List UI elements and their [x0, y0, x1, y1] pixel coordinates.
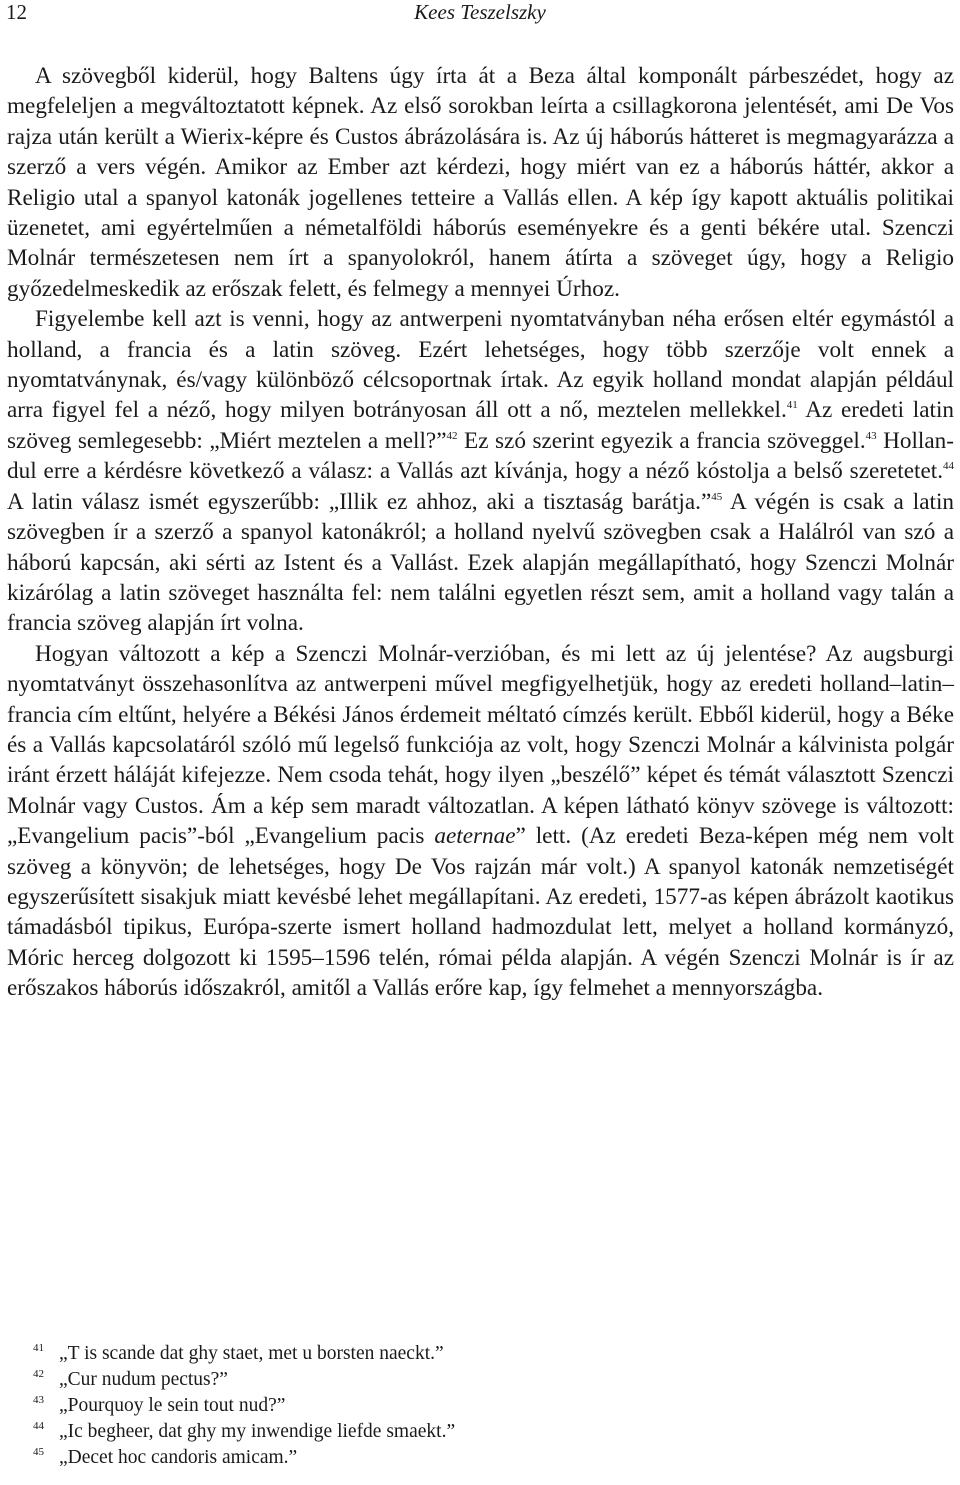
- paragraph-1: [7, 61, 954, 304]
- text-segment: Az eredeti latin szöveg semlegesebb: „Miért meztelen a mell?”: [7, 397, 954, 454]
- footnote-ref-43[interactable]: 43: [865, 429, 877, 442]
- text-segment: A végén is csak a latin szövegben ír a szerző a spanyol katonákról; a holland nyelvű szövegben csak a Halálról van szó a háború kapcsán, aki sérti az Istent és a Vallást. Ezek alapján megállapítható, hogy Szenczi Molnár kizárólag a latin szöveget használta fel: nem találni egyetlen részt sem, amit a holland vagy talán a francia szöveg alapján írt volna.: [7, 488, 954, 637]
- footnote-42: 42 „Cur nudum pectus?”: [33, 1368, 228, 1390]
- paragraph-3: [7, 639, 954, 1004]
- text-segment: A latin válasz ismét egyszerűbb: „Illik ez ahhoz, aki a tisztaság barátja.”: [7, 488, 712, 515]
- italic-word: aeternae: [434, 823, 516, 850]
- footnote-text: „Decet hoc candoris amicam.”: [59, 1447, 298, 1468]
- text-segment: ” lett. (Az eredeti Beza-képen még nem volt szöveg a könyvön; de lehetséges, hogy De Vos rajzán már volt.) A spanyol katonák nemzetiségét egyszerűsített sisakjuk miatt kevésbé lehet megállapítani. Az eredeti, 1577-as képen ábrázolt kaotikus támadásból tipikus, Európa-szerte ismert holland hadmozdulat lett, melyet a holland kormányzó, Móric herceg dolgozott ki 1595–1596 telén, római példa alapján. A végén Szenczi Molnár is ír az erőszakos háborús időszakról, amitől a Vallás erőre kap, így felmehet a mennyországba.: [7, 823, 954, 1002]
- page-header: [0, 0, 960, 30]
- footnote-text: „T is scande dat ghy staet, met u borsten naeckt.”: [59, 1343, 444, 1364]
- page-number: 12: [6, 0, 27, 24]
- text-segment: Hogyan változott a kép a Szenczi Molnár-verzióban, és mi lett az új jelentése? Az augsburgi nyomtatványt összehasonlítva az antwerpeni művel megfigyelhetjük, hogy az eredeti holland–latin–francia cím eltűnt, helyére a Békési János érdemeit méltató címzés került. Ebből kiderül, hogy a Béke és a Vallás kapcsolatáról szóló mű legelső funkciója az volt, hogy Szenczi Molnár a kálvinista polgár iránt érzett háláját kifejezze. Nem csoda tehát, hogy ilyen „beszélő” képet és témát választott Szenczi Molnár vagy Custos. Ám a kép sem maradt változatlan. A képen látható könyv szövege is változott: „Evangelium pacis”-ból „Evangelium pacis: [7, 640, 954, 850]
- footnote-ref-42[interactable]: 42: [446, 429, 458, 442]
- footnote-text: „Ic begheer, dat ghy my inwendige liefde smaekt.”: [59, 1421, 456, 1442]
- text-segment: A szövegből kiderül, hogy Baltens úgy írta át a Beza által komponált párbeszédet, hogy az megfeleljen a megváltoztatott képnek. Az első sorokban leírta a csillagkorona jelentését, ami De Vos rajza után került a Wierix-képre és Custos ábrázolására is. Az új háborús hátteret is megmagyarázza a szerző a vers végén. Amikor az Ember azt kérdezi, hogy miért van ez a háborús háttér, akkor a Religio utal a spanyol katonák jogellenes tetteire a Vallás ellen. A kép így kapott aktuális politikai üzenetet, ami egyértelműen a németalföldi háborús eseményekre és a genti békére utal. Szenczi Molnár természetesen nem írt a spanyolokról, hanem átírta a szöveget úgy, hogy a Religio győzedelmeskedik az erőszak felett, és felmegy a mennyei Úrhoz.: [7, 63, 954, 302]
- footnote-ref-41[interactable]: 41: [786, 399, 798, 412]
- text-segment: Hollandul erre a kérdésre következő a válasz: a Vallás azt kívánja, hogy a néző kóstolja a belső szeretetet.: [7, 427, 954, 485]
- footnote-ref-44[interactable]: 44: [943, 460, 954, 473]
- footnote-41: 41 „T is scande dat ghy staet, met u borsten naeckt.”: [33, 1342, 444, 1364]
- footnotes: [33, 1341, 933, 1471]
- footnote-45: 45 „Decet hoc candoris amicam.”: [33, 1446, 298, 1468]
- footnote-text: „Cur nudum pectus?”: [59, 1369, 228, 1390]
- footnote-ref-45[interactable]: 45: [711, 490, 723, 503]
- footnote-43: 43 „Pourquoy le sein tout nud?”: [33, 1394, 286, 1416]
- footnote-text: „Pourquoy le sein tout nud?”: [59, 1395, 286, 1416]
- text-segment: Figyelembe kell azt is venni, hogy az antwerpeni nyomtatványban néha erősen eltér egymástól a holland, a francia és a latin szöveg. Ezért lehetséges, hogy több szerzője volt ennek a nyomtatványnak, és/vagy különböző célcsoportnak írtak. Az egyik holland mondat alapján például arra figyel fel a néző, hogy milyen botrányosan áll ott a nő, meztelen mellekkel.: [7, 306, 954, 424]
- running-head: Kees Teszelszky: [414, 0, 546, 24]
- body-text: [7, 61, 954, 1004]
- paragraph-2: [7, 304, 954, 638]
- footnote-44: 44 „Ic begheer, dat ghy my inwendige liefde smaekt.”: [33, 1420, 456, 1442]
- text-segment: Ez szó szerint egyezik a francia szöveggel.: [457, 427, 866, 454]
